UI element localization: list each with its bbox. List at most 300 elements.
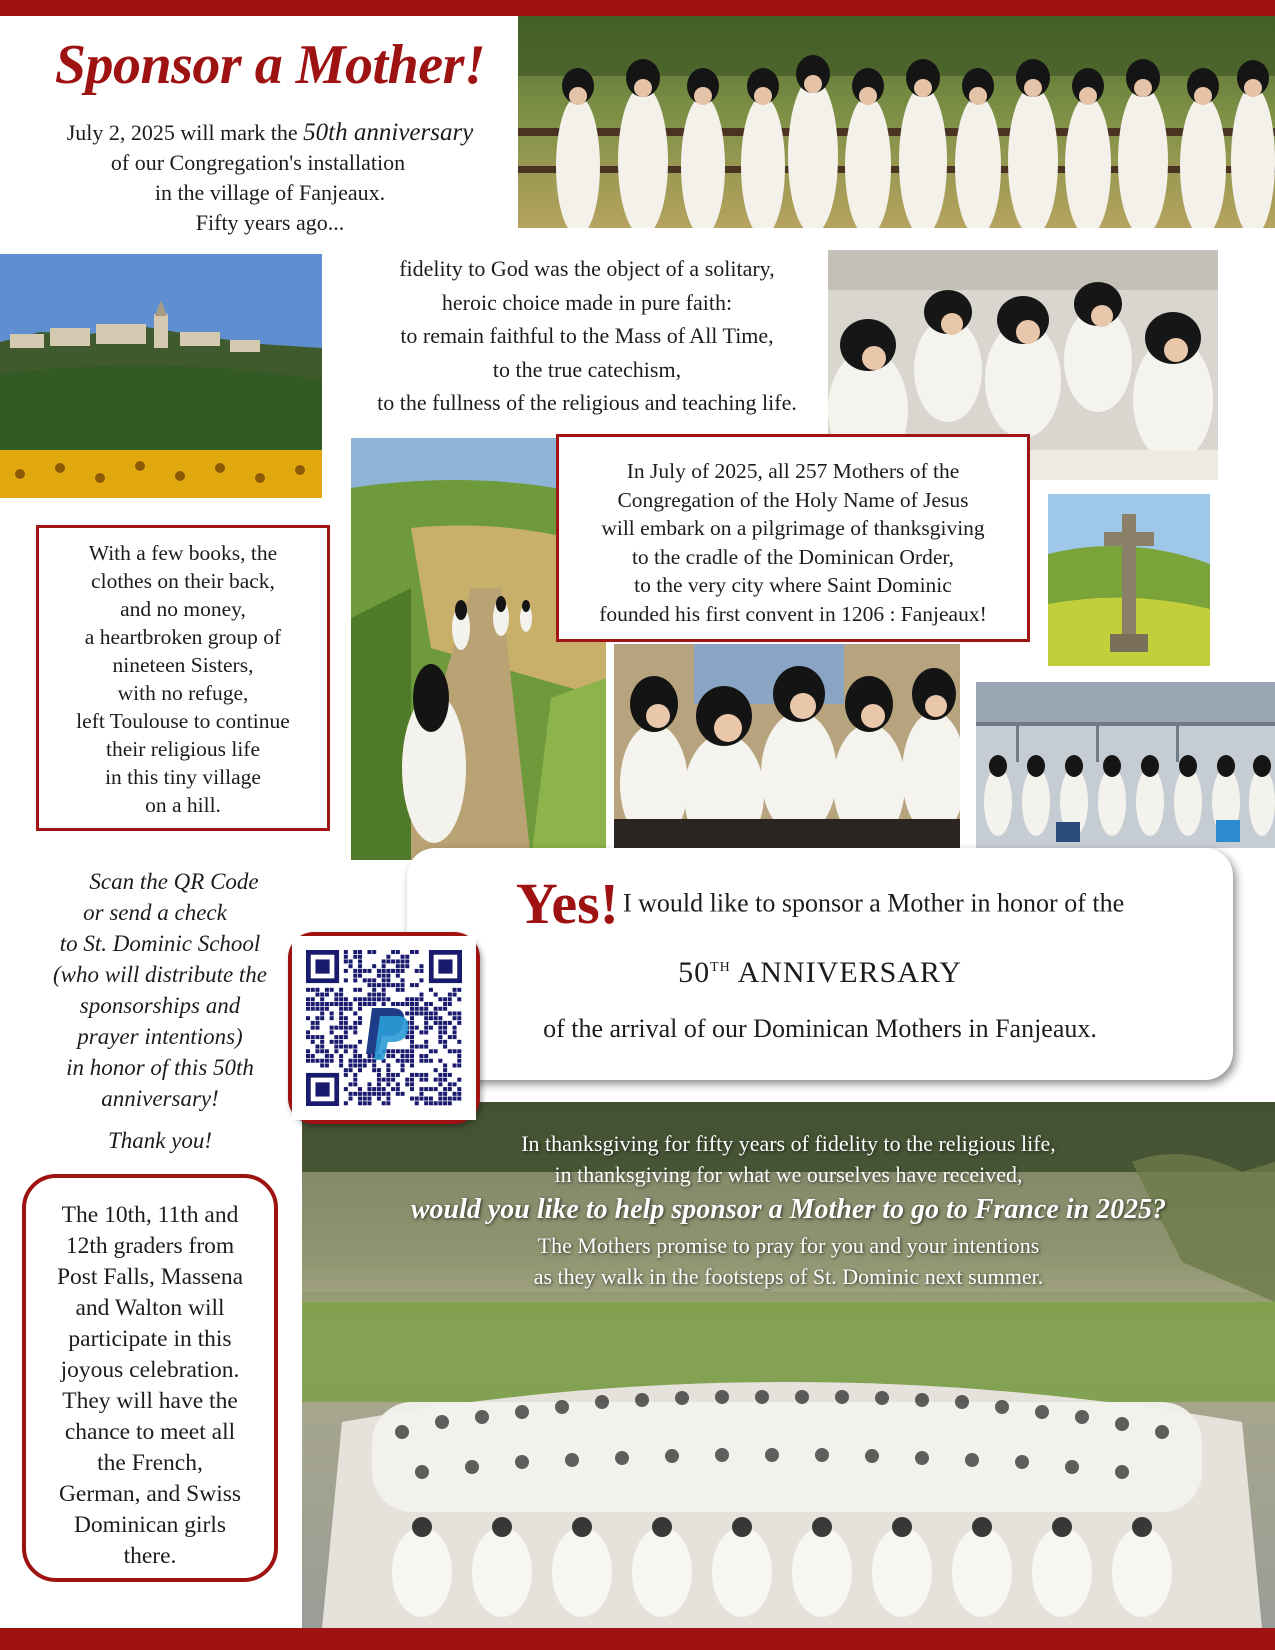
qr-module xyxy=(330,1059,334,1063)
qr-module xyxy=(367,1101,371,1105)
qr-module xyxy=(344,1068,348,1072)
anniversary-heading xyxy=(407,956,1233,990)
qr-module xyxy=(339,993,343,997)
qr-module xyxy=(353,1021,357,1025)
qr-module xyxy=(448,1021,452,1025)
qr-module xyxy=(325,1059,329,1063)
qr-module xyxy=(320,1059,324,1063)
qr-module xyxy=(358,1101,362,1105)
qr-module xyxy=(410,1007,414,1011)
qr-module xyxy=(382,983,386,987)
qr-module xyxy=(443,1078,447,1082)
qr-module xyxy=(424,1016,428,1020)
paypal-qr-code[interactable] xyxy=(288,932,480,1124)
qr-module xyxy=(306,1002,310,1006)
qr-module xyxy=(353,1073,357,1077)
qr-module xyxy=(320,997,324,1001)
qr-module xyxy=(353,969,357,973)
qr-module xyxy=(396,983,400,987)
caption-line1: In thanksgiving for fifty years of fidelity to the religious life, xyxy=(521,1131,1056,1156)
qr-module xyxy=(315,988,319,992)
scan-line: anniversary! xyxy=(101,1086,219,1111)
scan-line: in honor of this 50th xyxy=(66,1055,254,1080)
students-line: participate in this xyxy=(68,1326,232,1352)
qr-module xyxy=(377,969,381,973)
qr-module xyxy=(443,1073,447,1077)
qr-module xyxy=(372,1092,376,1096)
qr-module xyxy=(448,997,452,1001)
qr-module xyxy=(382,959,386,963)
qr-module xyxy=(429,1097,433,1101)
qr-module xyxy=(363,978,367,982)
qr-module xyxy=(358,988,362,992)
story-line: their religious life xyxy=(105,737,261,761)
qr-module xyxy=(377,1068,381,1072)
qr-module xyxy=(391,950,395,954)
story-line: nineteen Sisters, xyxy=(112,653,254,677)
qr-module xyxy=(453,1026,457,1030)
qr-module xyxy=(401,978,405,982)
qr-module xyxy=(415,1101,419,1105)
qr-module xyxy=(457,1063,461,1067)
qr-module xyxy=(320,1007,324,1011)
qr-module xyxy=(311,988,315,992)
qr-module xyxy=(415,1011,419,1015)
qr-module xyxy=(367,1082,371,1086)
scan-line: (who will distribute the xyxy=(52,962,268,987)
qr-module xyxy=(339,1054,343,1058)
qr-module xyxy=(448,1035,452,1039)
qr-module xyxy=(443,1092,447,1096)
qr-module xyxy=(339,1063,343,1067)
qr-module xyxy=(415,969,419,973)
qr-module xyxy=(306,1049,310,1053)
qr-module xyxy=(382,988,386,992)
qr-module xyxy=(448,1049,452,1053)
qr-module xyxy=(306,1016,310,1020)
qr-module xyxy=(334,1035,338,1039)
anniversary-suffix: TH xyxy=(710,960,731,975)
qr-module xyxy=(457,1049,461,1053)
qr-module xyxy=(330,988,334,992)
qr-module xyxy=(391,1054,395,1058)
qr-module xyxy=(434,1049,438,1053)
qr-module xyxy=(415,1045,419,1049)
pilgrimage-line: to the very city where Saint Dominic xyxy=(634,573,952,597)
qr-module xyxy=(453,1016,457,1020)
qr-module xyxy=(363,1097,367,1101)
qr-module xyxy=(438,1026,442,1030)
qr-module xyxy=(315,1026,319,1030)
qr-module xyxy=(453,988,457,992)
qr-module xyxy=(344,1016,348,1020)
qr-module xyxy=(353,988,357,992)
qr-module xyxy=(344,1035,348,1039)
qr-module xyxy=(315,1049,319,1053)
qr-module xyxy=(320,1035,324,1039)
qr-module xyxy=(401,1059,405,1063)
students-line: German, and Swiss xyxy=(58,1481,242,1507)
qr-module xyxy=(344,1045,348,1049)
qr-module xyxy=(330,1002,334,1006)
qr-module xyxy=(339,988,343,992)
qr-module xyxy=(325,1063,329,1067)
qr-module xyxy=(457,1092,461,1096)
qr-module xyxy=(363,1092,367,1096)
qr-module xyxy=(429,1049,433,1053)
qr-module xyxy=(334,1002,338,1006)
qr-module xyxy=(419,1030,423,1034)
qr-module xyxy=(453,1063,457,1067)
qr-module xyxy=(457,1040,461,1044)
qr-module xyxy=(415,983,419,987)
qr-module xyxy=(396,964,400,968)
students-line: 12th graders from xyxy=(65,1233,235,1259)
qr-module xyxy=(391,1049,395,1053)
qr-module xyxy=(396,1087,400,1091)
qr-module xyxy=(349,1059,353,1063)
qr-module xyxy=(358,969,362,973)
qr-module xyxy=(457,1087,461,1091)
intro-line4: Fifty years ago... xyxy=(195,210,345,235)
qr-module xyxy=(349,1068,353,1072)
qr-module xyxy=(339,1026,343,1030)
intro-anniversary-emphasis: 50th anniversary xyxy=(303,119,474,146)
qr-module xyxy=(320,1049,324,1053)
scan-instructions xyxy=(30,866,290,1114)
qr-module xyxy=(410,1082,414,1086)
qr-module xyxy=(377,1092,381,1096)
qr-module xyxy=(358,1054,362,1058)
qr-module xyxy=(306,1035,310,1039)
qr-module xyxy=(377,1073,381,1077)
qr-module xyxy=(363,997,367,1001)
qr-module xyxy=(410,1054,414,1058)
qr-module xyxy=(396,1082,400,1086)
qr-module xyxy=(315,1045,319,1049)
qr-module xyxy=(367,969,371,973)
qr-module xyxy=(434,1021,438,1025)
scan-line: sponsorships and xyxy=(79,993,241,1018)
students-line: and Walton will xyxy=(75,1295,225,1321)
qr-module xyxy=(443,1045,447,1049)
qr-module xyxy=(438,1101,442,1105)
qr-module xyxy=(339,1045,343,1049)
qr-module xyxy=(330,1054,334,1058)
story-line: with no refuge, xyxy=(117,681,249,705)
yes-heading: Yes! xyxy=(515,871,619,936)
qr-module xyxy=(386,974,390,978)
qr-module xyxy=(438,1097,442,1101)
qr-module xyxy=(438,1007,442,1011)
qr-module xyxy=(382,969,386,973)
students-line: The 10th, 11th and xyxy=(61,1202,239,1228)
qr-module xyxy=(438,1082,442,1086)
qr-module xyxy=(320,1040,324,1044)
qr-module xyxy=(448,1101,452,1105)
qr-module xyxy=(429,1002,433,1006)
qr-module xyxy=(353,1045,357,1049)
qr-module xyxy=(349,1007,353,1011)
qr-module xyxy=(367,983,371,987)
qr-module xyxy=(410,1016,414,1020)
qr-module xyxy=(396,969,400,973)
qr-module xyxy=(344,950,348,954)
qr-module xyxy=(386,1101,390,1105)
qr-module xyxy=(311,1026,315,1030)
qr-module xyxy=(334,1040,338,1044)
qr-module xyxy=(453,1011,457,1015)
qr-module xyxy=(410,1087,414,1091)
qr-module xyxy=(349,1097,353,1101)
qr-module xyxy=(443,1026,447,1030)
qr-module xyxy=(405,1002,409,1006)
qr-module xyxy=(419,1045,423,1049)
qr-module xyxy=(405,997,409,1001)
qr-module xyxy=(372,950,376,954)
qr-module xyxy=(330,1030,334,1034)
qr-module xyxy=(353,1030,357,1034)
qr-module xyxy=(386,1078,390,1082)
qr-module xyxy=(453,1030,457,1034)
qr-module xyxy=(396,959,400,963)
qr-module xyxy=(434,1087,438,1091)
qr-module xyxy=(438,1021,442,1025)
qr-module xyxy=(334,1049,338,1053)
qr-module xyxy=(457,997,461,1001)
qr-module xyxy=(419,997,423,1001)
qr-module xyxy=(453,1097,457,1101)
qr-module xyxy=(424,1078,428,1082)
qr-module xyxy=(410,997,414,1001)
qr-module xyxy=(306,1030,310,1034)
qr-module xyxy=(349,1063,353,1067)
caption-line5: as they walk in the footsteps of St. Dominic next summer. xyxy=(533,1264,1044,1289)
qr-module xyxy=(410,1030,414,1034)
qr-module xyxy=(396,1002,400,1006)
pilgrimage-line: founded his first convent in 1206 : Fanjeaux! xyxy=(599,601,987,626)
qr-module xyxy=(443,1063,447,1067)
qr-module xyxy=(330,1026,334,1030)
thank-you-text: Thank you! xyxy=(107,1128,213,1153)
qr-module xyxy=(358,964,362,968)
qr-module xyxy=(311,1021,315,1025)
fidelity-line: to the fullness of the religious and teaching life. xyxy=(377,390,797,415)
qr-module xyxy=(367,978,371,982)
qr-module xyxy=(344,1030,348,1034)
qr-module xyxy=(410,950,414,954)
qr-module xyxy=(410,1059,414,1063)
qr-module xyxy=(339,1007,343,1011)
founding-story-box xyxy=(36,525,330,831)
pilgrimage-line: will embark on a pilgrimage of thanksgiving xyxy=(601,516,985,540)
qr-module xyxy=(396,1059,400,1063)
qr-module xyxy=(424,1045,428,1049)
students-line: joyous celebration. xyxy=(60,1357,240,1383)
students-line: Dominican girls xyxy=(73,1512,227,1538)
intro-text xyxy=(40,118,500,238)
scan-line: Scan the QR Code xyxy=(89,869,259,894)
scan-line: to St. Dominic School xyxy=(59,931,261,956)
qr-module xyxy=(363,1002,367,1006)
qr-module xyxy=(382,1078,386,1082)
qr-module xyxy=(367,1059,371,1063)
qr-module xyxy=(306,988,310,992)
qr-module xyxy=(358,1092,362,1096)
students-line: Post Falls, Massena xyxy=(56,1264,244,1290)
qr-module xyxy=(410,1035,414,1039)
qr-module xyxy=(419,1054,423,1058)
qr-module xyxy=(367,1097,371,1101)
qr-module xyxy=(325,1002,329,1006)
story-line: clothes on their back, xyxy=(91,569,275,593)
qr-module xyxy=(363,1101,367,1105)
pilgrimage-line: In July of 2025, all 257 Mothers of the xyxy=(626,459,960,483)
qr-module xyxy=(311,1002,315,1006)
pilgrimage-box xyxy=(556,434,1030,642)
photo-fanjeaux-village xyxy=(0,254,322,498)
qr-module xyxy=(405,964,409,968)
qr-module xyxy=(353,955,357,959)
qr-module xyxy=(405,1078,409,1082)
qr-module xyxy=(320,1016,324,1020)
qr-module xyxy=(438,1073,442,1077)
qr-module xyxy=(405,1054,409,1058)
qr-module xyxy=(334,1045,338,1049)
fidelity-line: to remain faithful to the Mass of All Time, xyxy=(400,323,774,348)
qr-module xyxy=(377,1087,381,1091)
qr-module xyxy=(434,1007,438,1011)
qr-module xyxy=(438,997,442,1001)
qr-module xyxy=(358,950,362,954)
qr-module xyxy=(419,1007,423,1011)
qr-module xyxy=(405,1082,409,1086)
qr-module xyxy=(325,1049,329,1053)
qr-module xyxy=(457,1054,461,1058)
qr-module xyxy=(415,1097,419,1101)
qr-module xyxy=(372,978,376,982)
qr-module xyxy=(410,1097,414,1101)
qr-module xyxy=(311,1059,315,1063)
qr-module xyxy=(306,997,310,1001)
qr-module xyxy=(358,1063,362,1067)
qr-module xyxy=(424,1007,428,1011)
group-photo-caption xyxy=(302,1128,1275,1292)
qr-module xyxy=(410,1040,414,1044)
qr-module xyxy=(457,1078,461,1082)
qr-module xyxy=(434,1068,438,1072)
story-line: a heartbroken group of xyxy=(84,625,282,649)
qr-module xyxy=(424,1073,428,1077)
qr-module xyxy=(438,1040,442,1044)
qr-module xyxy=(396,988,400,992)
qr-module xyxy=(415,1002,419,1006)
qr-module xyxy=(358,1040,362,1044)
qr-module xyxy=(453,1035,457,1039)
qr-module xyxy=(311,1054,315,1058)
qr-module xyxy=(424,1054,428,1058)
fidelity-text xyxy=(346,252,828,420)
qr-module xyxy=(358,1087,362,1091)
qr-module xyxy=(367,1092,371,1096)
qr-module xyxy=(401,969,405,973)
qr-module xyxy=(353,997,357,1001)
qr-module xyxy=(391,1078,395,1082)
qr-module xyxy=(382,997,386,1001)
qr-module xyxy=(448,1011,452,1015)
qr-module xyxy=(325,1007,329,1011)
qr-module xyxy=(457,1016,461,1020)
caption-question: would you like to help sponsor a Mother to go to France in 2025? xyxy=(410,1194,1167,1225)
qr-module xyxy=(443,1087,447,1091)
qr-module xyxy=(457,1097,461,1101)
qr-module xyxy=(386,959,390,963)
qr-module xyxy=(391,969,395,973)
pledge-line3: of the arrival of our Dominican Mothers in Fanjeaux. xyxy=(543,1014,1097,1043)
qr-module xyxy=(391,1073,395,1077)
qr-module xyxy=(410,1045,414,1049)
qr-module xyxy=(382,1092,386,1096)
qr-module xyxy=(448,1097,452,1101)
anniversary-word: ANNIVERSARY xyxy=(730,956,962,989)
qr-module xyxy=(382,978,386,982)
top-border-bar xyxy=(0,0,1275,16)
qr-module xyxy=(372,988,376,992)
qr-module xyxy=(386,1097,390,1101)
qr-module xyxy=(401,964,405,968)
students-line: the French, xyxy=(97,1450,203,1476)
qr-module xyxy=(363,1063,367,1067)
qr-module xyxy=(410,983,414,987)
qr-module xyxy=(401,959,405,963)
qr-module xyxy=(358,997,362,1001)
qr-module xyxy=(386,997,390,1001)
qr-module xyxy=(367,997,371,1001)
qr-module xyxy=(415,1007,419,1011)
qr-module xyxy=(377,974,381,978)
qr-module xyxy=(339,1059,343,1063)
qr-module xyxy=(306,1007,310,1011)
qr-module xyxy=(339,1021,343,1025)
qr-module xyxy=(377,997,381,1001)
qr-module xyxy=(429,1026,433,1030)
qr-module xyxy=(396,1073,400,1077)
qr-module xyxy=(344,959,348,963)
qr-module xyxy=(386,983,390,987)
qr-module xyxy=(424,1030,428,1034)
intro-line2: of our Congregation's installation xyxy=(110,150,406,175)
qr-module xyxy=(424,1101,428,1105)
qr-module xyxy=(453,1082,457,1086)
qr-module xyxy=(419,964,423,968)
qr-module xyxy=(448,1087,452,1091)
qr-module xyxy=(349,1002,353,1006)
qr-module xyxy=(448,1073,452,1077)
qr-module xyxy=(382,1101,386,1105)
qr-module xyxy=(382,1087,386,1091)
qr-module xyxy=(311,997,315,1001)
qr-module xyxy=(443,1021,447,1025)
qr-module xyxy=(415,1026,419,1030)
qr-module xyxy=(363,1059,367,1063)
qr-module xyxy=(429,1087,433,1091)
qr-module xyxy=(386,1073,390,1077)
qr-module xyxy=(367,1054,371,1058)
qr-module xyxy=(382,1002,386,1006)
qr-module xyxy=(306,1054,310,1058)
sponsor-pledge-box xyxy=(407,848,1233,1080)
qr-module xyxy=(391,1002,395,1006)
